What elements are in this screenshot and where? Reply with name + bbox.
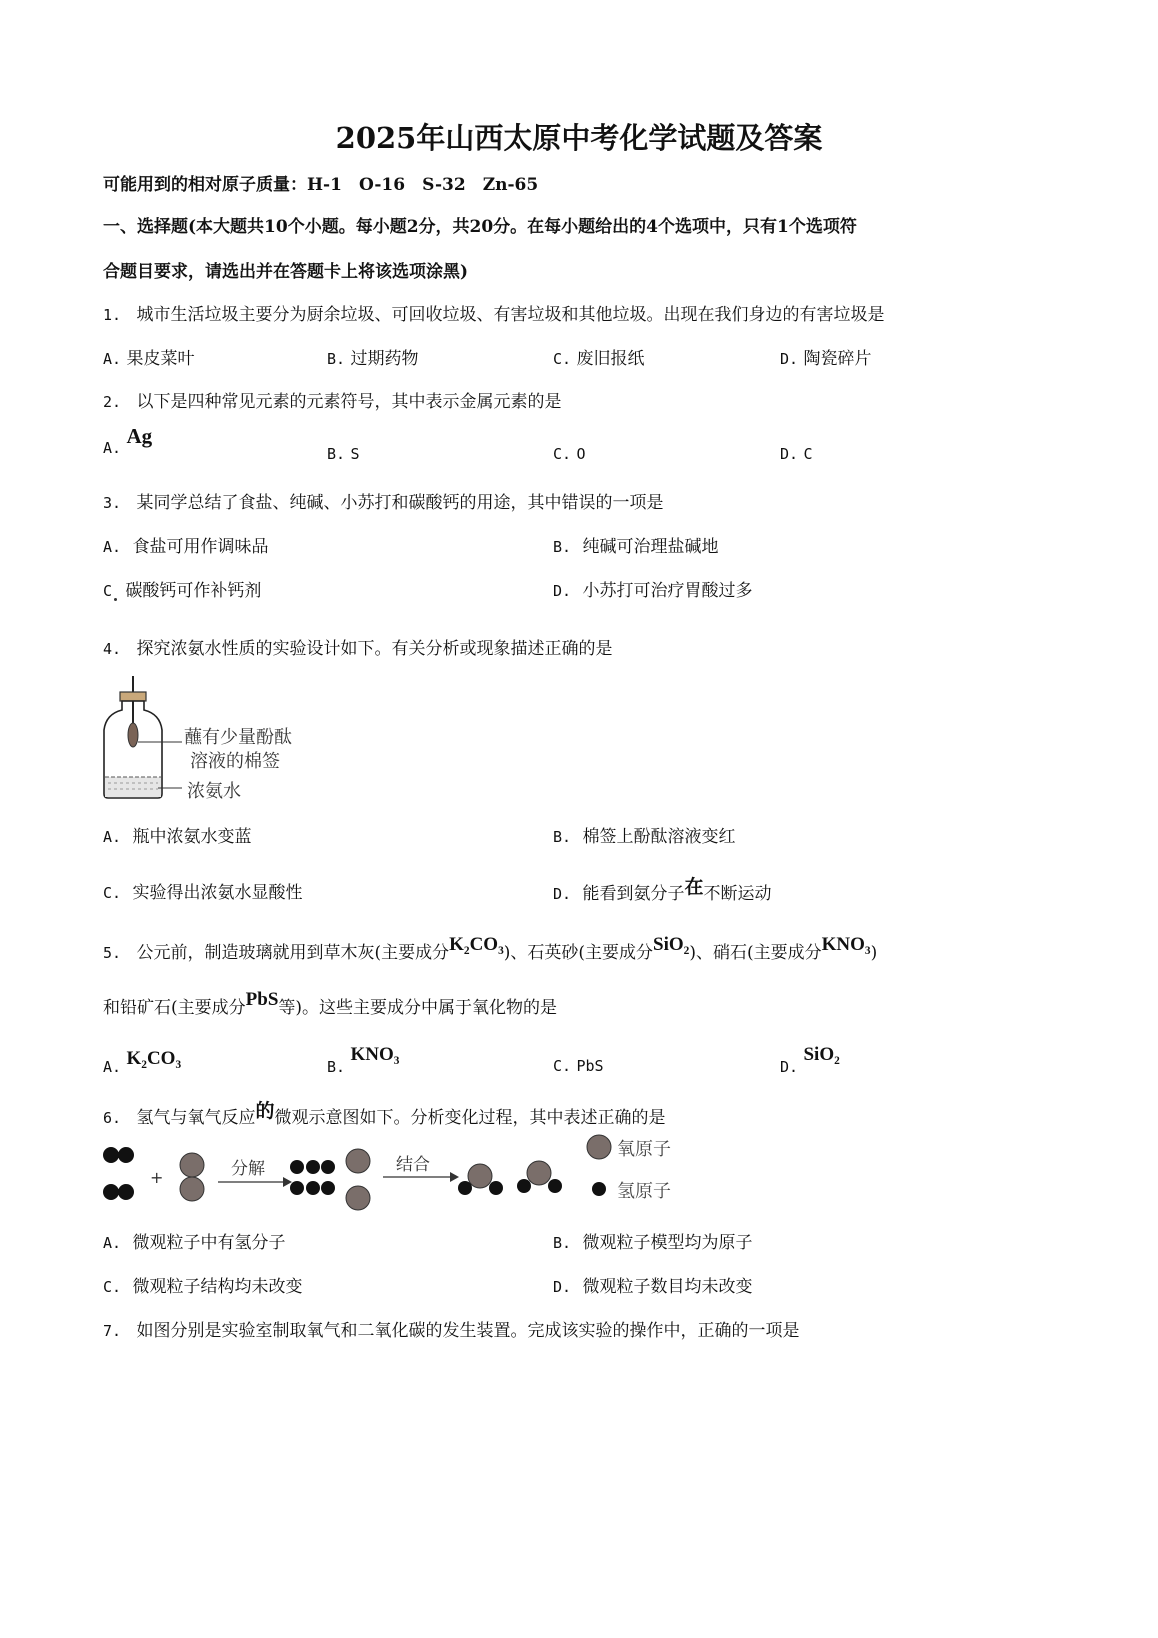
q4-option-a[interactable] [103, 822, 251, 847]
hydrogen-atom [458, 1181, 472, 1195]
q1-option-d[interactable] [780, 344, 871, 369]
formula-pbs: PbS [245, 989, 279, 1010]
option-text: 陶瓷碎片 [803, 349, 872, 369]
oxygen-atom [180, 1153, 204, 1177]
option-label: B. [553, 1234, 572, 1252]
hydrogen-atom [321, 1160, 335, 1174]
question-text: 氢气与氧气反应 [136, 1108, 256, 1128]
hydrogen-atom [306, 1160, 320, 1174]
option-text: SiO₂ [803, 1044, 840, 1065]
option-label: A. [103, 1234, 122, 1252]
question-2 [103, 387, 561, 412]
option-label: A. [103, 828, 122, 846]
plus-sign: + [150, 1168, 164, 1187]
option-text: 棉签上酚酞溶液变红 [582, 827, 736, 847]
page-title: 2025年山西太原中考化学试题及答案 [335, 121, 823, 155]
hydrogen-atom [118, 1147, 134, 1163]
q4-option-b[interactable] [553, 822, 735, 847]
question-number: 1. [103, 306, 122, 324]
q6-option-d[interactable] [553, 1272, 752, 1297]
question-4 [103, 634, 612, 659]
atomic-masses: 可能用到的相对原子质量：H-1 O-16 S-32 Zn-65 [103, 175, 539, 195]
question-text: ) [870, 943, 878, 963]
q3-option-a[interactable] [103, 532, 268, 557]
question-5-line2 [103, 989, 558, 1019]
question-7 [103, 1316, 799, 1341]
option-label: C. [553, 1057, 572, 1075]
option-label: B. [553, 538, 572, 556]
option-text: 果皮菜叶 [126, 349, 195, 369]
q4-option-c[interactable] [103, 878, 302, 903]
question-text: 以下是四种常见元素的元素符号，其中表示金属元素的是 [136, 392, 562, 412]
q4-option-d[interactable] [553, 878, 771, 905]
option-label: C. [103, 884, 122, 902]
q5-option-a[interactable] [103, 1048, 182, 1078]
option-text: 微观粒子模型均为原子 [582, 1233, 753, 1253]
arrow2-label: 结合 [396, 1155, 430, 1175]
question-text: 探究浓氨水性质的实验设计如下。有关分析或现象描述正确的是 [136, 639, 613, 659]
option-text: Ag [126, 424, 153, 448]
hydrogen-atom [517, 1179, 531, 1193]
hydrogen-atom [103, 1184, 119, 1200]
question-number: 3. [103, 494, 122, 512]
question-number: 6. [103, 1109, 122, 1127]
option-text: 微观粒子数目均未改变 [582, 1277, 753, 1297]
question-text: )、石英砂(主要成分 [503, 943, 654, 963]
question-text: 某同学总结了食盐、纯碱、小苏打和碳酸钙的用途，其中错误的一项是 [136, 493, 664, 513]
option-text: 废旧报纸 [576, 349, 645, 369]
option-text-raised: 在 [684, 876, 704, 898]
option-label: C. [553, 445, 572, 463]
option-text: O [576, 445, 586, 463]
arrow-head-icon [450, 1172, 459, 1182]
option-text: PbS [576, 1057, 604, 1075]
option-text: 微观粒子中有氢分子 [132, 1233, 286, 1253]
q6-option-a[interactable] [103, 1228, 285, 1253]
stray-dot [114, 598, 117, 601]
hydrogen-atom [103, 1147, 119, 1163]
section-heading-line2: 合题目要求，请选出并在答题卡上将该选项涂黑) [103, 262, 469, 282]
question-text: 公元前，制造玻璃就用到草木灰(主要成分 [136, 943, 450, 963]
option-text: 食盐可用作调味品 [132, 537, 269, 557]
hydrogen-atom [290, 1160, 304, 1174]
q6-option-b[interactable] [553, 1228, 752, 1253]
q3-option-d[interactable] [553, 576, 752, 601]
legend-oxygen-icon [587, 1135, 611, 1159]
q1-option-b[interactable] [327, 344, 418, 369]
question-text-raised: 的 [255, 1100, 275, 1122]
arrow1-label: 分解 [231, 1159, 265, 1179]
option-text: S [350, 445, 360, 463]
option-label: C. [553, 350, 572, 368]
q1-option-a[interactable] [103, 344, 194, 369]
hydrogen-atom [290, 1181, 304, 1195]
q2-option-b[interactable] [327, 444, 360, 464]
option-label: D. [780, 445, 799, 463]
option-label: A. [103, 1058, 122, 1076]
option-label: A. [103, 439, 122, 457]
option-label: C. [103, 1278, 122, 1296]
question-3 [103, 488, 663, 513]
q3-option-b[interactable] [553, 532, 718, 557]
q1-option-c[interactable] [553, 344, 644, 369]
option-text: 小苏打可治疗胃酸过多 [582, 581, 753, 601]
question-text: 微观示意图如下。分析变化过程，其中表述正确的是 [274, 1108, 666, 1128]
oxygen-atom [180, 1177, 204, 1201]
formula-sio2: SiO₂ [653, 934, 690, 955]
question-text: 如图分别是实验室制取氧气和二氧化碳的发生装置。完成该实验的操作中，正确的一项是 [136, 1321, 800, 1341]
option-label: D. [780, 350, 799, 368]
question-number: 4. [103, 640, 122, 658]
formula-kno3: KNO₃ [821, 934, 871, 955]
q5-option-c[interactable] [553, 1056, 604, 1076]
question-6 [103, 1102, 665, 1129]
q5-option-d[interactable] [780, 1044, 840, 1078]
option-label: C [103, 582, 113, 600]
hydrogen-atom [306, 1181, 320, 1195]
option-text: 碳酸钙可作补钙剂 [125, 581, 262, 601]
liquid [105, 777, 161, 797]
option-text: 不断运动 [703, 884, 772, 904]
option-text: 瓶中浓氨水变蓝 [132, 827, 252, 847]
option-label: A. [103, 350, 122, 368]
cotton-swab [128, 723, 138, 747]
question-1 [103, 300, 884, 325]
hydrogen-atom [548, 1179, 562, 1193]
q3-option-c[interactable] [103, 576, 261, 601]
option-text: K₂CO₃ [126, 1048, 182, 1069]
option-label: B. [327, 1058, 346, 1076]
oxygen-atom [527, 1161, 551, 1185]
section-heading-line1: 一、选择题(本大题共10个小题。每小题2分，共20分。在每小题给出的4个选项中，只有1个选项符 [103, 217, 857, 237]
option-text: 纯碱可治理盐碱地 [582, 537, 719, 557]
q2-option-d[interactable] [780, 444, 813, 464]
option-text: 过期药物 [350, 349, 419, 369]
formula-k2co3: K₂CO₃ [449, 934, 504, 955]
option-label: D. [780, 1058, 799, 1076]
legend-hydrogen-label: 氢原子 [617, 1181, 671, 1202]
swab-label-line2: 溶液的棉签 [190, 751, 280, 772]
liquid-label: 浓氨水 [187, 781, 241, 802]
option-text: 实验得出浓氨水显酸性 [132, 883, 303, 903]
option-text: 微观粒子结构均未改变 [132, 1277, 303, 1297]
option-text: 能看到氨分子 [582, 884, 685, 904]
q2-option-c[interactable] [553, 444, 586, 464]
legend-hydrogen-icon [592, 1182, 606, 1196]
q6-option-c[interactable] [103, 1272, 302, 1297]
oxygen-atom [346, 1149, 370, 1173]
option-text: KNO₃ [350, 1044, 400, 1065]
question-text: 等)。这些主要成分中属于氧化物的是 [278, 998, 558, 1018]
stopper [120, 692, 146, 701]
question-5-line1 [103, 934, 878, 964]
option-label: B. [553, 828, 572, 846]
q2-option-a[interactable] [103, 424, 153, 459]
hydrogen-atom [321, 1181, 335, 1195]
question-number: 2. [103, 393, 122, 411]
option-label: B. [327, 445, 346, 463]
option-text: C [803, 445, 813, 463]
hydrogen-atom [489, 1181, 503, 1195]
question-text: 城市生活垃圾主要分为厨余垃圾、可回收垃圾、有害垃圾和其他垃圾。出现在我们身边的有害垃圾是 [136, 305, 885, 325]
question-text: 和铅矿石(主要成分 [103, 998, 246, 1018]
option-label: D. [553, 885, 572, 903]
option-label: D. [553, 1278, 572, 1296]
option-label: B. [327, 350, 346, 368]
reaction-diagram [98, 1130, 698, 1212]
legend-oxygen-label: 氧原子 [617, 1139, 671, 1160]
option-label: D. [553, 582, 572, 600]
question-number: 7. [103, 1322, 122, 1340]
q5-option-b[interactable] [327, 1044, 400, 1078]
option-label: A. [103, 538, 122, 556]
question-text: )、硝石(主要成分 [689, 943, 822, 963]
hydrogen-atom [118, 1184, 134, 1200]
question-number: 5. [103, 944, 122, 962]
oxygen-atom [468, 1164, 492, 1188]
oxygen-atom [346, 1186, 370, 1210]
swab-label-line1: 蘸有少量酚酞 [184, 727, 292, 748]
